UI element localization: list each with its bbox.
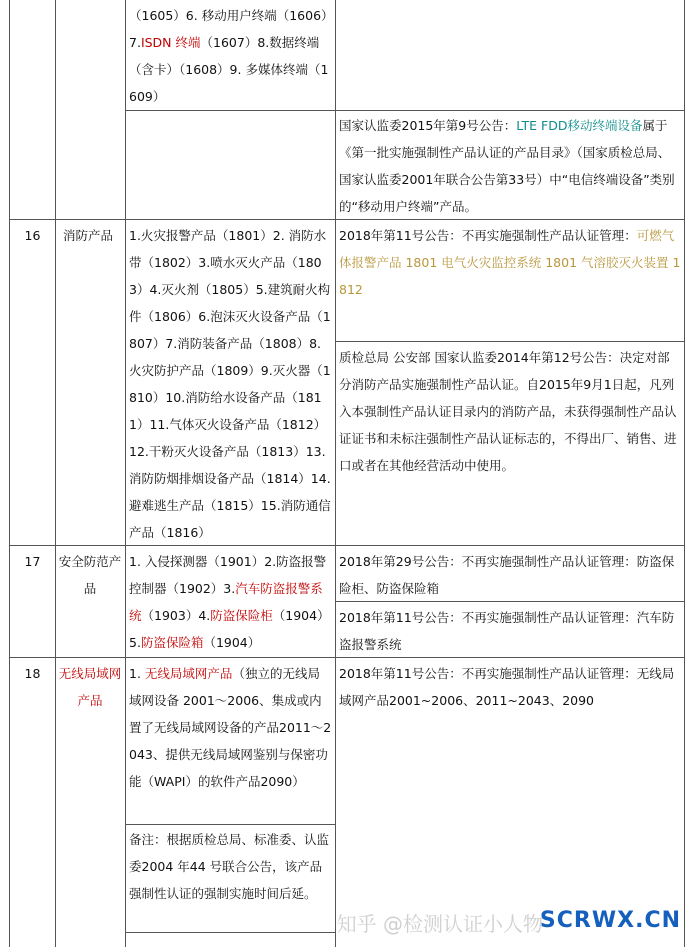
row-number: 17 [24, 554, 41, 569]
category-cell: 无线局域网产品 [58, 666, 122, 708]
notice-cell: 2018年第29号公告：不再实施强制性产品认证管理：防盗保险柜、防盗保险箱 [339, 554, 675, 596]
row-divider [125, 824, 335, 825]
category-cell: 安全防范产品 [58, 554, 122, 596]
row-number: 18 [24, 666, 41, 681]
row-divider [335, 341, 685, 342]
row-number: 16 [24, 228, 41, 243]
telecom-notice-cell: 国家认监委2015年第9号公告：LTE FDD移动终端设备属于《第一批实施强制性产品认证的产品目录》（国家质检总局、国家认监委2001年联合公告第33号）中“电信终端设备”类别的“移动用户终端”产品。 [339, 118, 675, 214]
products-cell: 1.火灾报警产品（1801）2. 消防水带（1802）3.喷水灭火产品（1803）4.灭火剂（1805）5.建筑耐火构件（1806）6.泡沫灭火设备产品（1807）7.消防装备产品（1808）8.火灾防护产品（1809）9.灭火器（1810）10.消防给水设备产品（1811）11.气体灭火设备产品（1812）12.干粉灭火设备产品（1813）13.消防防烟排烟设备产品（1814）14.避难逃生产品（1815）15.消防通信产品（1816） [129, 228, 331, 540]
notice-cell: 2018年第11号公告：不再实施强制性产品认证管理：汽车防盗报警系统 [339, 610, 675, 652]
products-cell: 1. 无线局域网产品（独立的无线局域网设备 2001～2006、集成或内置了无线局域网设备的产品2011～2043、提供无线局域网鉴别与保密功能（WAPI）的软件产品2090） [129, 666, 332, 789]
telecom-products-cell: （1605）6. 移动用户终端（1606）7.ISDN 终端（1607）8.数据终端（含卡）（1608）9. 多媒体终端（1609） [129, 8, 329, 104]
column-divider [125, 0, 126, 947]
row-divider [125, 110, 685, 111]
column-divider [335, 0, 336, 947]
row-divider [9, 545, 685, 546]
row-divider [125, 932, 335, 933]
notice-cell: 2018年第11号公告：不再实施强制性产品认证管理：可燃气体报警产品 1801 电气火灾监控系统 1801 气溶胶灭火装置 1812 [339, 228, 681, 297]
remark-cell: 备注：根据质检总局、标准委、认监委2004 年44 号联合公告，该产品强制性认证的强制实施时间后延。 [129, 832, 330, 901]
table-border-left [9, 0, 10, 947]
notice-cell: 2018年第11号公告：不再实施强制性产品认证管理：无线局域网产品2001~2006、2011~2043、2090 [339, 666, 675, 708]
site-logo-watermark: SCRWX.CN [539, 908, 681, 933]
column-divider [55, 0, 56, 947]
zhihu-watermark: 知乎 @检测认证小人物 [336, 912, 543, 936]
products-cell: 1. 入侵探测器（1901）2.防盗报警控制器（1902）3.汽车防盗报警系统（1903）4.防盗保险柜（1904）5.防盗保险箱（1904） [129, 554, 330, 650]
notice-cell: 质检总局 公安部 国家认监委2014年第12号公告：决定对部分消防产品实施强制性产品认证。自2015年9月1日起，凡列入本强制性产品认证目录内的消防产品，未获得强制性产品认证证书和未标注强制性产品认证标志的，不得出厂、销售、进口或者在其他经营活动中使用。 [339, 350, 677, 473]
category-cell: 消防产品 [63, 228, 114, 243]
table-border-right [684, 0, 685, 947]
